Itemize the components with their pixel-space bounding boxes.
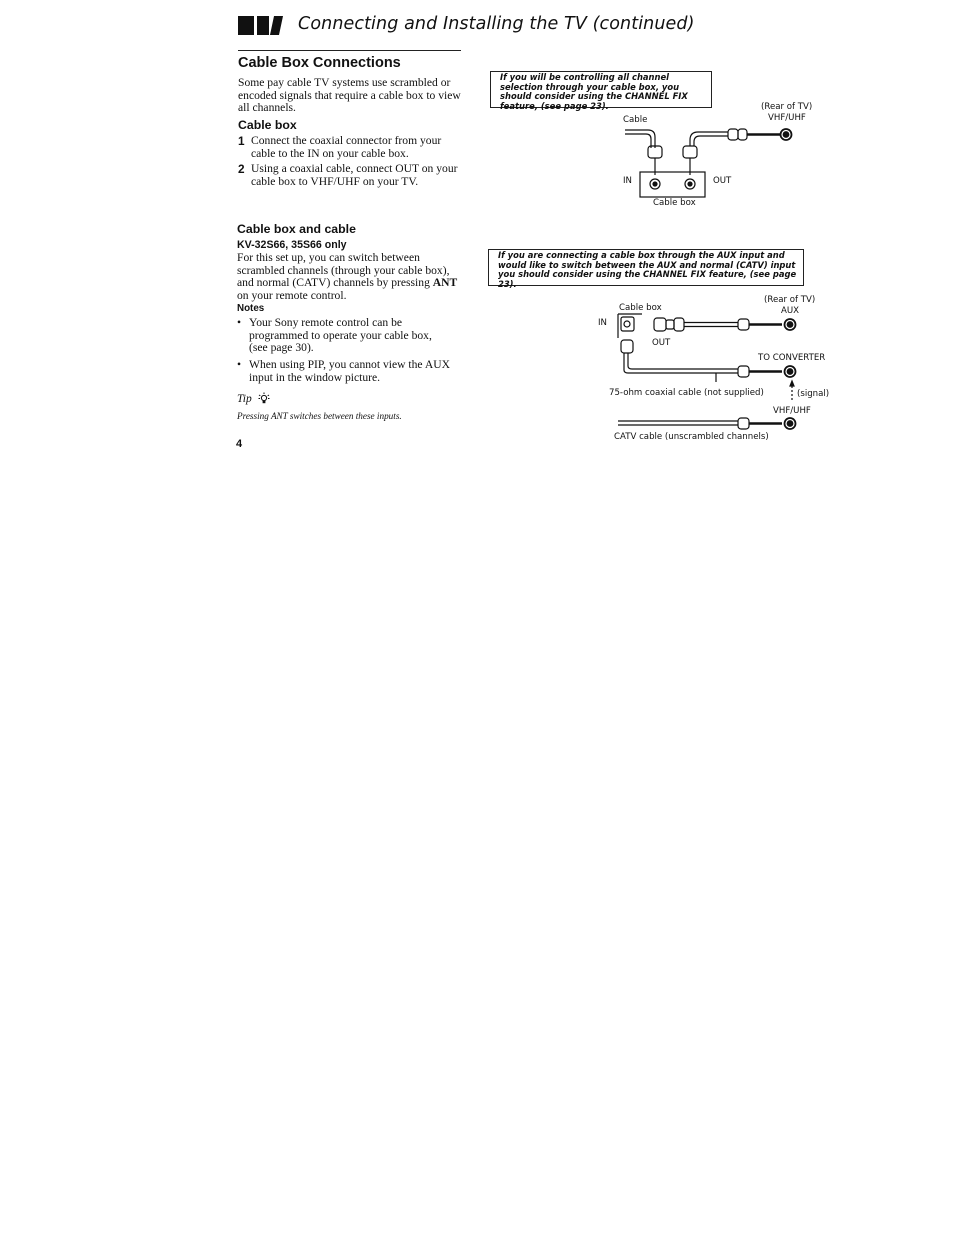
vhf-uhf-label: VHF/UHF <box>768 113 806 123</box>
note-text: When using PIP, you cannot view the AUX input in the window picture. <box>249 358 450 384</box>
cable-label: Cable <box>623 115 648 125</box>
bullet: • <box>237 358 242 371</box>
section-title: Cable Box Connections <box>238 55 401 71</box>
in-label: IN <box>598 318 607 328</box>
ant-button-label: ANT <box>432 276 458 290</box>
bullet: • <box>237 316 242 329</box>
cable-box-caption: Cable box <box>653 198 696 208</box>
tip-text: Pressing ANT switches between these inputs. <box>237 411 402 421</box>
connection-diagrams <box>0 0 954 460</box>
cable-box-heading: Cable box <box>238 118 297 132</box>
cable-box-label: Cable box <box>619 303 662 313</box>
out-label: OUT <box>652 338 671 348</box>
aux-label: AUX <box>781 306 800 316</box>
step-text: Using a coaxial cable, connect OUT on your cable box to VHF/UHF on your TV. <box>251 162 458 188</box>
step-number: 2 <box>238 162 245 176</box>
cable-box-and-cable-heading: Cable box and cable <box>237 222 356 236</box>
note-text: Your Sony remote control can be programmed to operate your cable box, (see page 30). <box>249 316 432 355</box>
page-header-title: Connecting and Installing the TV (continued) <box>298 14 695 34</box>
channel-fix-note-box: If you will be controlling all channel selection through your cable box, you should consider using the CHANNEL FIX feature, (see page 23). <box>490 71 712 108</box>
rear-of-tv-label: (Rear of TV) <box>764 295 816 305</box>
cable-box-diagram <box>625 129 792 197</box>
cable-box-and-cable-diagram <box>618 314 796 429</box>
vhf-uhf-label: VHF/UHF <box>773 406 811 416</box>
out-label: OUT <box>713 176 732 186</box>
to-converter-label: TO CONVERTER <box>758 353 826 363</box>
step-text: Connect the coaxial connector from your cable to the IN on your cable box. <box>251 134 442 160</box>
model-numbers: KV-32S66, 35S66 only <box>237 239 347 251</box>
rear-of-tv-label: (Rear of TV) <box>761 102 813 112</box>
paragraph-text: on your remote control. <box>237 288 347 302</box>
signal-label: (signal) <box>797 389 830 399</box>
paragraph-text: For this set up, you can switch between scrambled channels (through your cable box), and normal (CATV) channels by pressing <box>237 251 450 290</box>
catv-cable-label: CATV cable (unscrambled channels) <box>614 432 769 442</box>
in-label: IN <box>623 176 632 186</box>
step-number: 1 <box>238 134 245 148</box>
page-number: 4 <box>236 438 243 450</box>
intro-paragraph: Some pay cable TV systems use scrambled or encoded signals that require a cable box to view all channels. <box>238 76 461 115</box>
tip-label: Tip <box>237 393 252 405</box>
notes-heading: Notes <box>237 303 265 314</box>
aux-channel-fix-note-box: If you are connecting a cable box through the AUX input and would like to switch between the AUX and normal (CATV) input you should consider using the CHANNEL FIX feature, (see page 23). <box>488 249 804 286</box>
coax-cable-label: 75-ohm coaxial cable (not supplied) <box>609 388 764 398</box>
